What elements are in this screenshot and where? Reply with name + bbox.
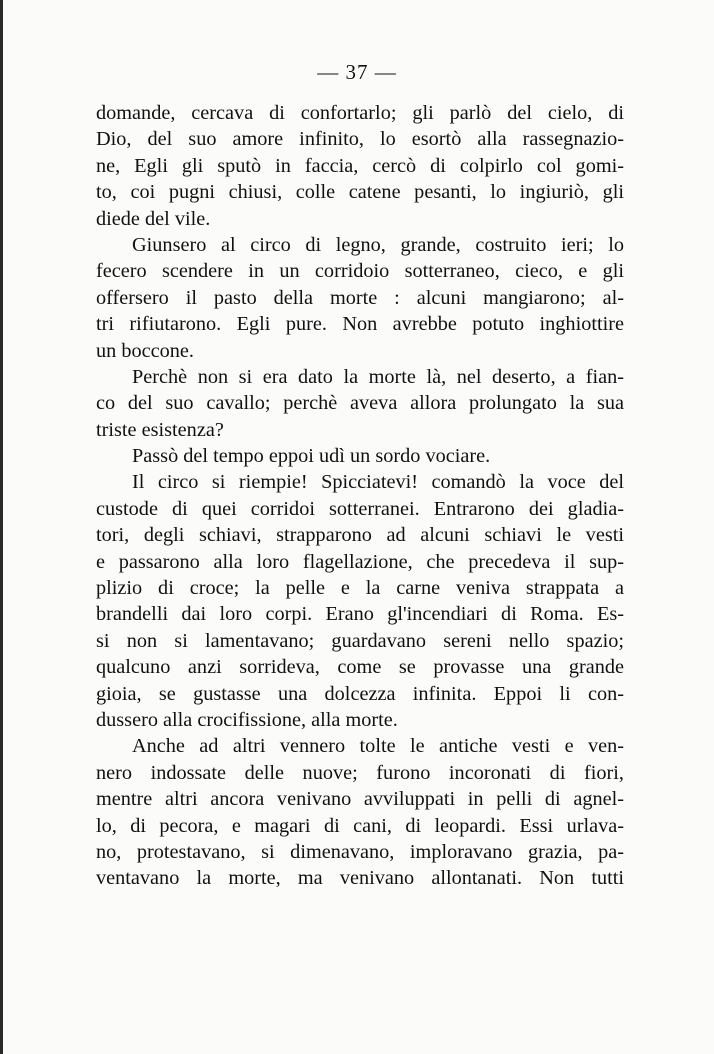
text-line: Dio, del suo amore infinito, lo esortò alla rassegnazio- xyxy=(96,128,624,151)
paragraph xyxy=(96,733,624,891)
text-line: domande, cercava di confortarlo; gli parlò del cielo, di xyxy=(96,102,624,124)
text-line: gioia, se gustasse una dolcezza infinita. Eppoi li con- xyxy=(96,682,624,705)
text-line: diede del vile. xyxy=(96,207,211,230)
text-line: fecero scendere in un corridoio sotterraneo, cieco, e gli xyxy=(96,260,624,283)
text-line: brandelli dai loro corpi. Erano gl'incendiari di Roma. Es- xyxy=(96,603,624,626)
text-line: ventavano la morte, ma venivano allontanati. Non tutti xyxy=(96,867,624,890)
paragraph xyxy=(96,469,624,733)
text-line: Passò del tempo eppoi udì un sordo vociare. xyxy=(132,445,491,468)
paragraph xyxy=(96,232,624,364)
text-line: custode di quei corridoi sotterranei. Entrarono dei gladia- xyxy=(96,497,624,520)
paragraph xyxy=(96,100,624,232)
text-line: nero indossate delle nuove; furono incoronati di fiori, xyxy=(96,761,624,784)
text-line: to, coi pugni chiusi, colle catene pesanti, lo ingiuriò, gli xyxy=(96,181,624,204)
text-line: Anche ad altri vennero tolte le antiche vesti e ven- xyxy=(132,735,624,758)
text-line: lo, di pecora, e magari di cani, di leopardi. Essi urlava- xyxy=(96,814,624,837)
text-line: no, protestavano, si dimenavano, imploravano grazia, pa- xyxy=(96,840,624,863)
text-line: triste esistenza? xyxy=(96,418,224,441)
text-line: Perchè non si era dato la morte là, nel deserto, a fian- xyxy=(132,365,624,388)
text-line: mentre altri ancora venivano avviluppati in pelli di agnel- xyxy=(96,788,624,811)
page-number: — 37 — xyxy=(317,60,397,84)
paragraph xyxy=(96,364,624,443)
paragraph xyxy=(96,443,624,469)
text-line: plizio di croce; la pelle e la carne veniva strappata a xyxy=(96,577,624,600)
text-line: si non si lamentavano; guardavano sereni nello spazio; xyxy=(96,629,624,652)
text-line: e passarono alla loro flagellazione, che precedeva il sup- xyxy=(96,550,624,573)
text-line: tri rifiutarono. Egli pure. Non avrebbe potuto inghiottire xyxy=(96,313,624,336)
page-binding-edge xyxy=(0,0,3,1054)
text-line: qualcuno anzi sorrideva, come se provasse una grande xyxy=(96,656,624,679)
body-text xyxy=(96,100,624,892)
text-line: Giunsero al circo di legno, grande, costruito ieri; lo xyxy=(132,233,624,256)
text-line: un boccone. xyxy=(96,339,194,362)
text-line: co del suo cavallo; perchè aveva allora prolungato la sua xyxy=(96,392,624,415)
text-line: dussero alla crocifissione, alla morte. xyxy=(96,708,398,731)
text-line: offersero il pasto della morte : alcuni mangiarono; al- xyxy=(96,286,624,309)
text-line: ne, Egli gli sputò in faccia, cercò di colpirlo col gomi- xyxy=(96,154,624,177)
text-line: Il circo si riempie! Spicciatevi! comandò la voce del xyxy=(132,471,624,494)
text-line: tori, degli schiavi, strapparono ad alcuni schiavi le vesti xyxy=(96,524,624,547)
